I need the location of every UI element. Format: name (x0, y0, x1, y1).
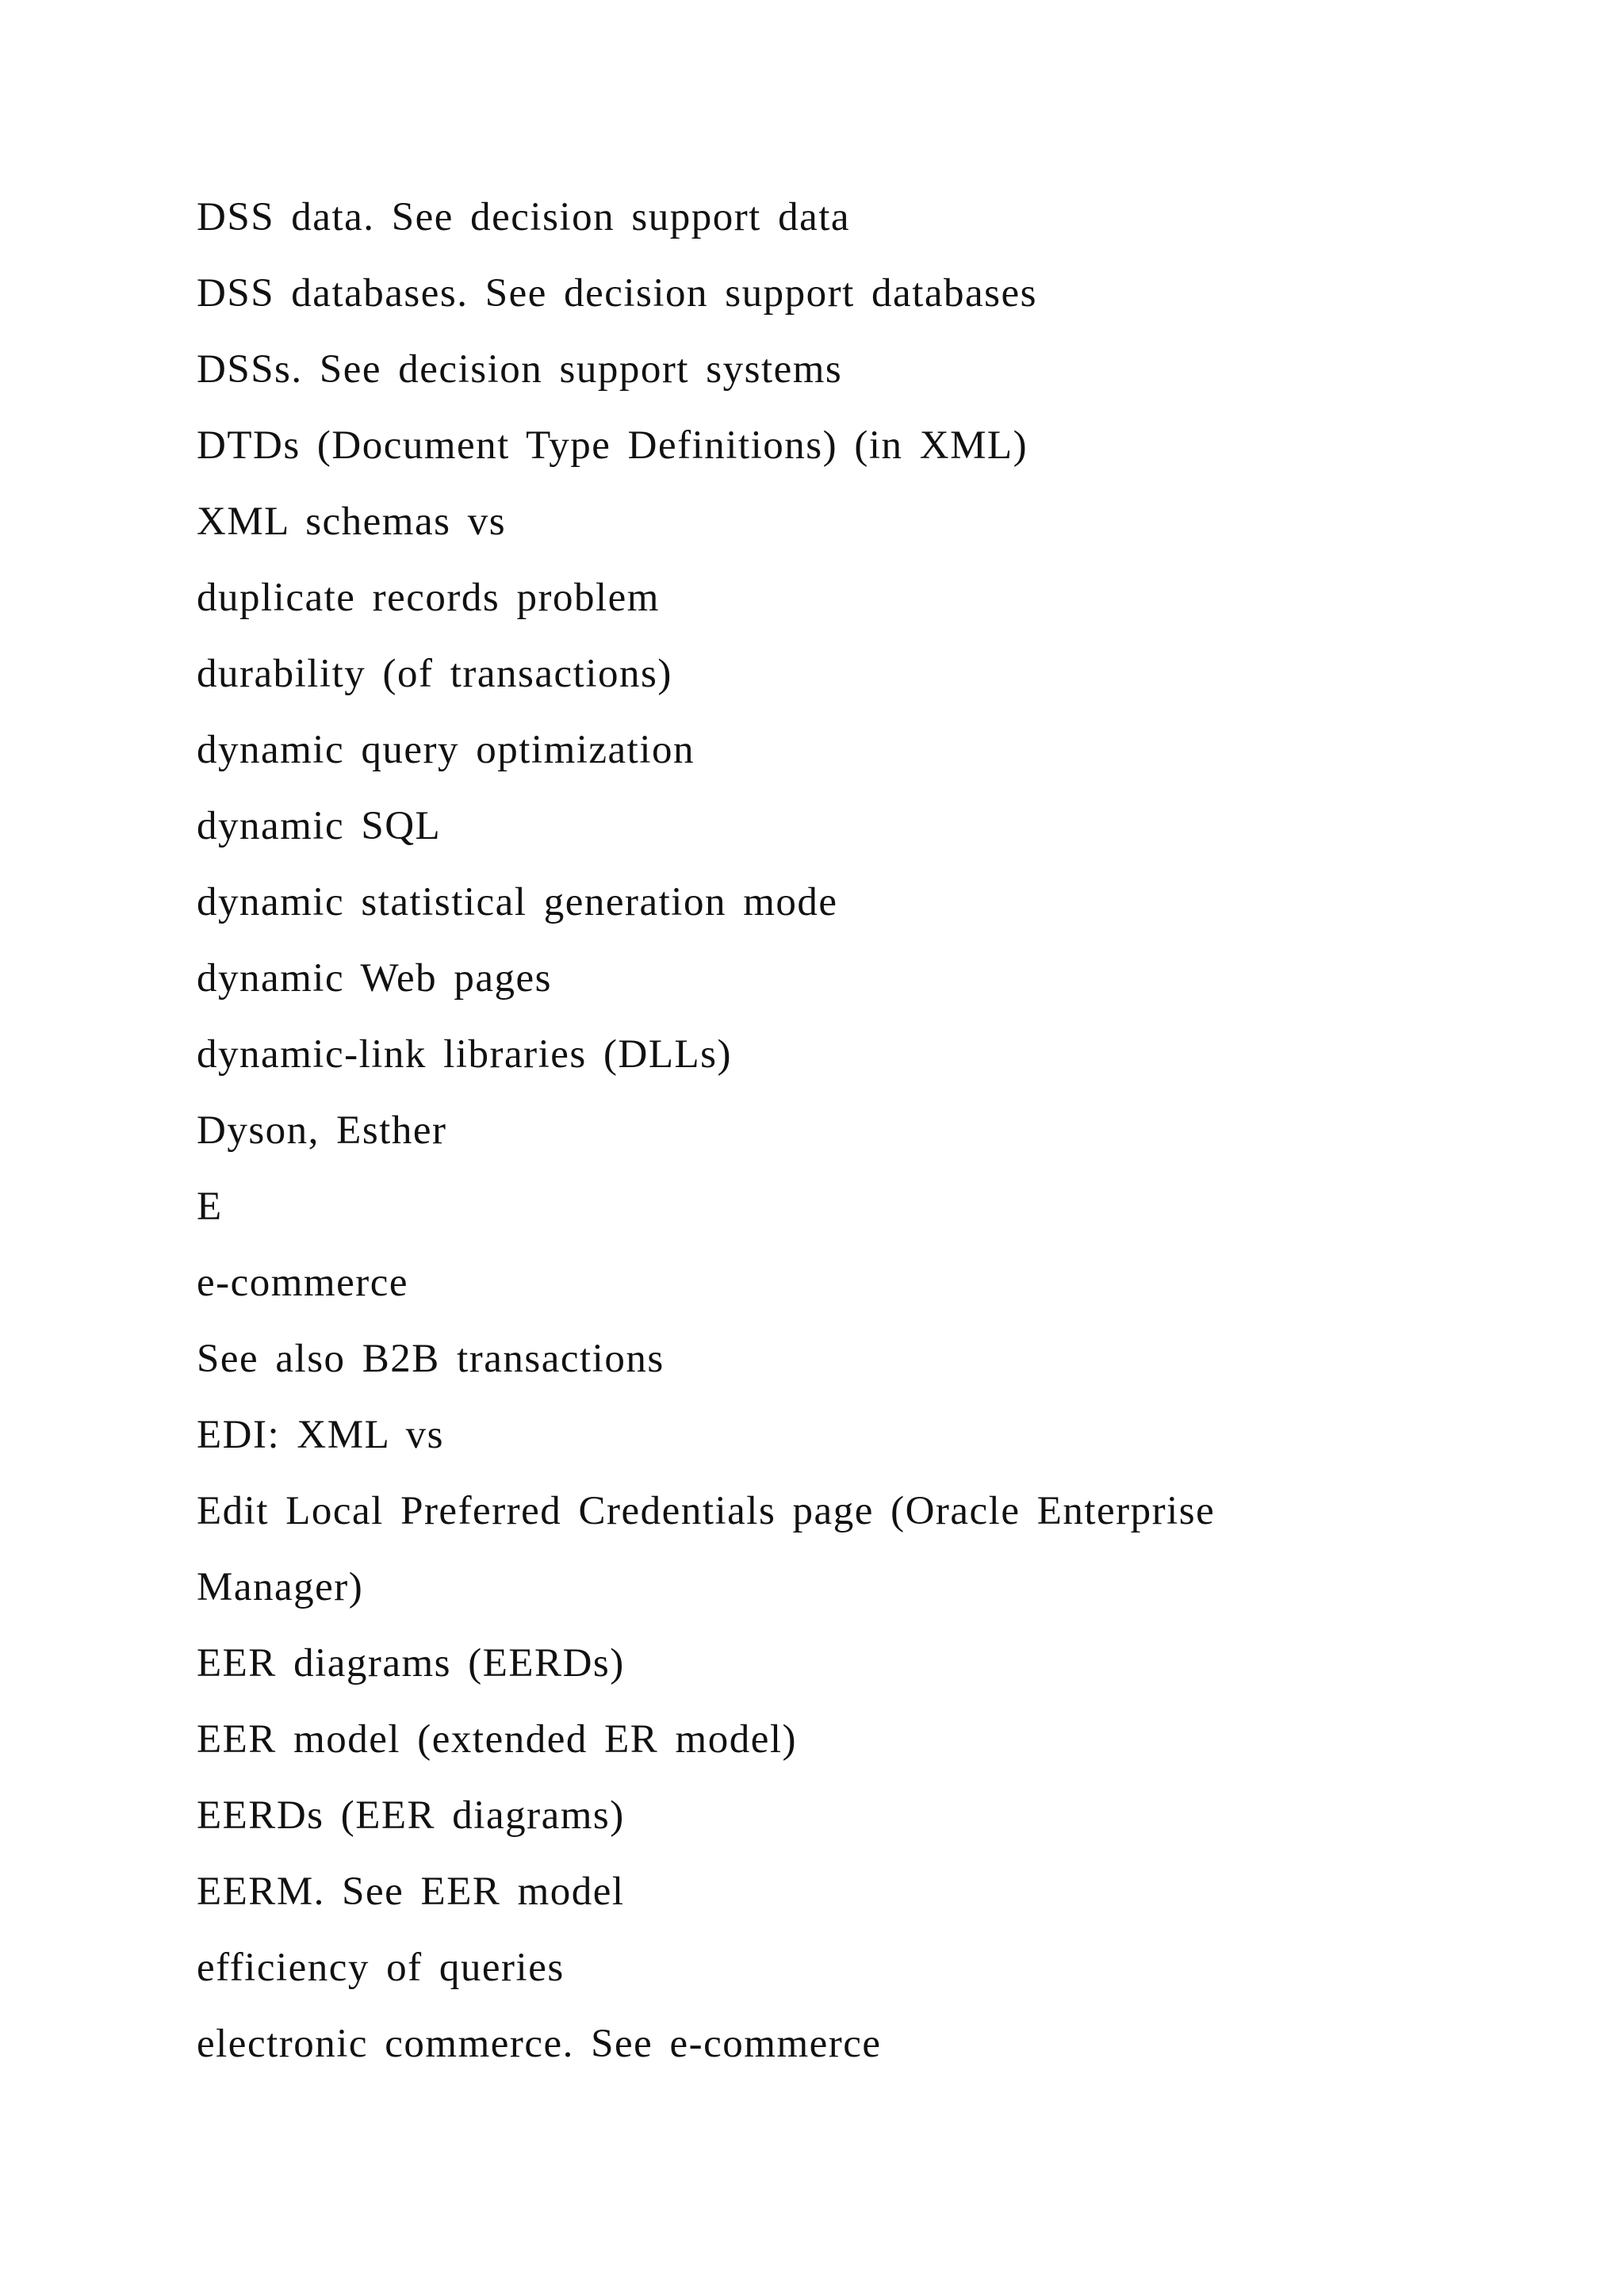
index-entry: Manager) (197, 1565, 364, 1609)
index-list (197, 179, 1561, 2082)
index-entry: DSS data. See decision support data (197, 195, 851, 239)
index-entry: EER model (extended ER model) (197, 1717, 797, 1762)
index-entry: EER diagrams (EERDs) (197, 1641, 625, 1686)
index-entry: duplicate records problem (197, 576, 660, 620)
index-entry: dynamic-link libraries (DLLs) (197, 1032, 732, 1077)
index-entry: EERM. See EER model (197, 1869, 625, 1914)
index-entry: EDI: XML vs (197, 1413, 444, 1457)
index-entry: See also B2B transactions (197, 1337, 665, 1381)
index-entry: DSS databases. See decision support databases (197, 271, 1037, 316)
section-letter: E (197, 1184, 223, 1229)
index-entry: dynamic Web pages (197, 956, 552, 1001)
index-entry: efficiency of queries (197, 1946, 565, 1990)
index-entry: DTDs (Document Type Definitions) (in XML) (197, 423, 1028, 468)
index-entry: durability (of transactions) (197, 652, 672, 696)
index-entry: dynamic SQL (197, 804, 442, 848)
index-entry: dynamic query optimization (197, 728, 695, 772)
index-entry: Dyson, Esther (197, 1108, 447, 1153)
index-entry: electronic commerce. See e-commerce (197, 2022, 882, 2066)
index-entry: e-commerce (197, 1261, 408, 1305)
index-entry: EERDs (EER diagrams) (197, 1793, 625, 1838)
index-entry: dynamic statistical generation mode (197, 880, 838, 924)
index-entry: XML schemas vs (197, 499, 507, 544)
index-entry: Edit Local Preferred Credentials page (Oracle Enterprise (197, 1489, 1216, 1533)
index-entry: DSSs. See decision support systems (197, 347, 843, 392)
